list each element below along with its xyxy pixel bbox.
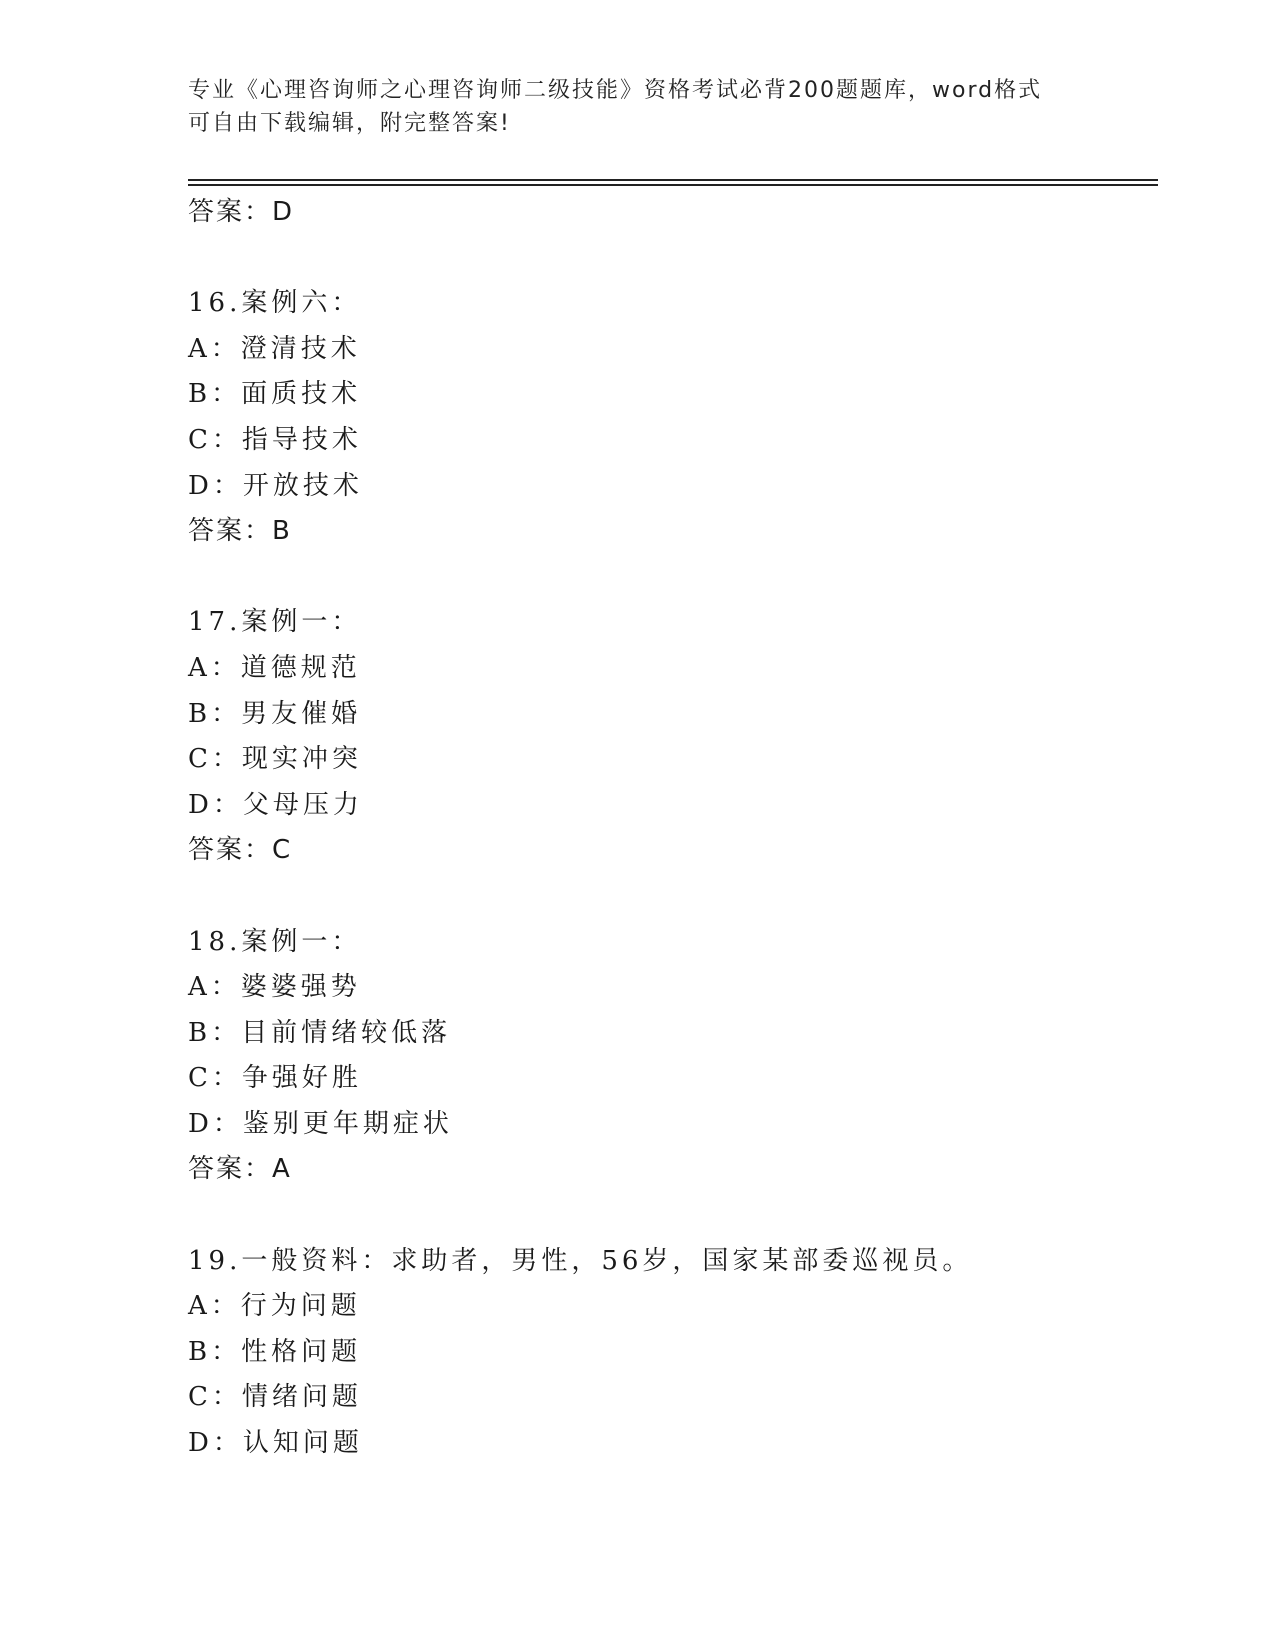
document-header: [188, 74, 1088, 140]
spacer: [188, 1193, 1158, 1239]
answer-line: 答案：D: [188, 197, 295, 227]
spacer: [188, 236, 1158, 282]
question-19: 19.一般资料：求助者，男性，56岁，国家某部委巡视员。: [188, 1245, 973, 1276]
option-d: D：鉴别更年期症状: [188, 1108, 453, 1139]
option-c: C：情绪问题: [188, 1382, 362, 1413]
option-d: D：开放技术: [188, 470, 363, 501]
answer-line: 答案：C: [188, 835, 293, 866]
option-b: B：性格问题: [188, 1336, 362, 1367]
option-b: B：男友催婚: [188, 698, 362, 729]
question-list: [188, 190, 1158, 1467]
header-title-line-1: 专业《心理咨询师之心理咨询师二级技能》资格考试必背200题题库，word格式: [188, 78, 1043, 103]
answer-line: 答案：A: [188, 1154, 292, 1185]
option-d: D：父母压力: [188, 789, 363, 820]
option-c: C：现实冲突: [188, 744, 362, 775]
header-divider-top: [188, 179, 1158, 181]
option-a: A：澄清技术: [188, 333, 361, 364]
option-a: A：道德规范: [188, 652, 361, 683]
spacer: [188, 874, 1158, 920]
spacer: [188, 555, 1158, 601]
question-17: 17.案例一：: [188, 607, 362, 638]
option-d: D：认知问题: [188, 1428, 363, 1459]
option-c: C：争强好胜: [188, 1063, 362, 1094]
option-c: C：指导技术: [188, 424, 362, 455]
answer-line: 答案：B: [188, 516, 292, 547]
option-b: B：目前情绪较低落: [188, 1017, 452, 1048]
option-a: A：婆婆强势: [188, 972, 361, 1003]
option-a: A：行为问题: [188, 1291, 361, 1322]
header-divider-bottom: [188, 184, 1158, 186]
header-title-line-2: 可自由下载编辑，附完整答案!: [188, 111, 511, 136]
option-b: B：面质技术: [188, 379, 362, 410]
question-18: 18.案例一：: [188, 926, 362, 957]
question-16: 16.案例六：: [188, 288, 362, 319]
